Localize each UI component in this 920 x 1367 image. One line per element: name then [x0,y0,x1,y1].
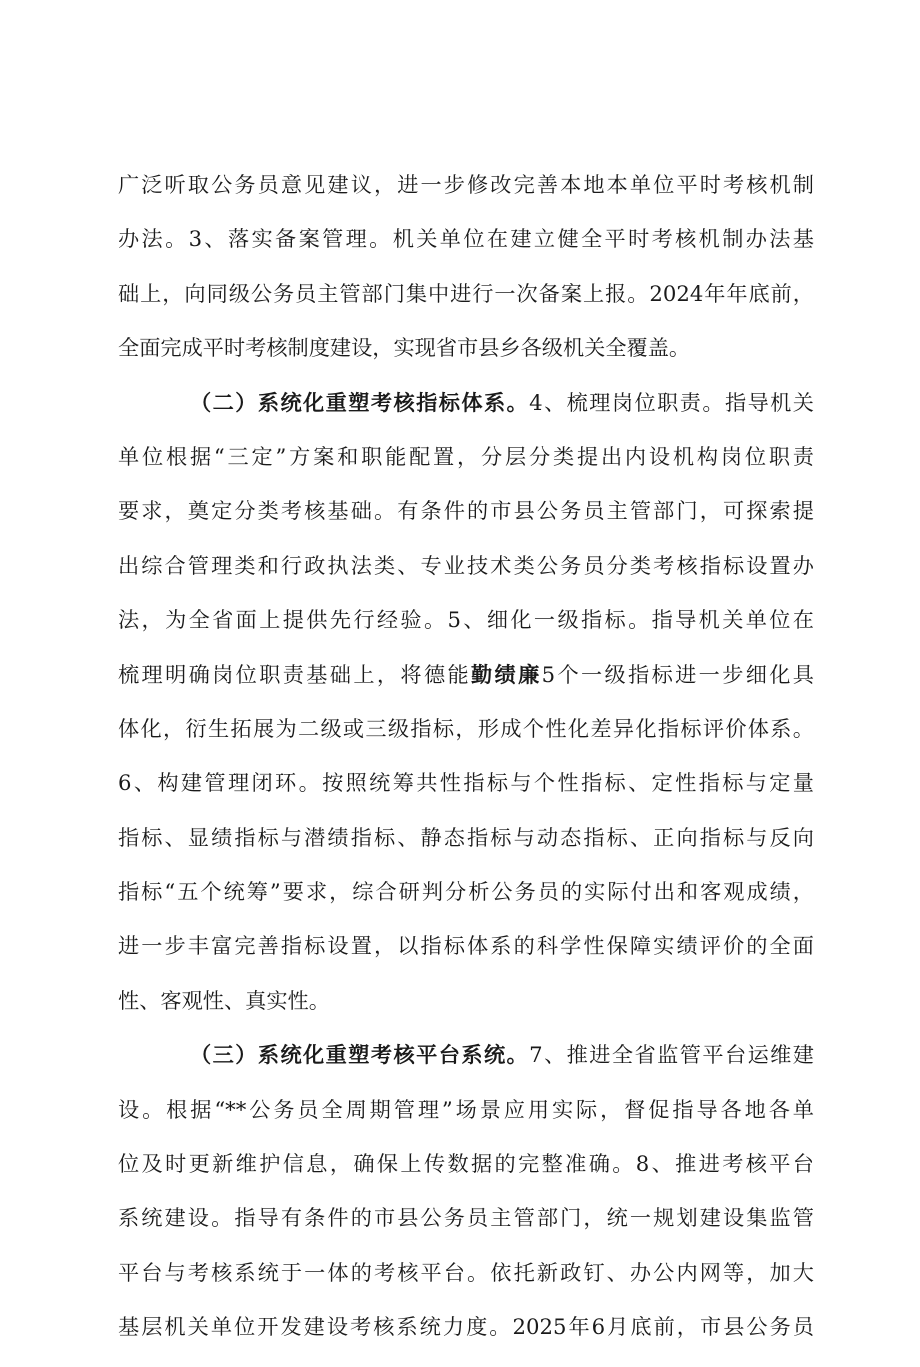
text-line [118,823,814,877]
text-span: 广泛听取公务员意见建议，进一步修改完善本地本单位平时考核机制 [118,172,814,197]
text-line [118,279,814,333]
text-span: 设。根据“**公务员全周期管理”场景应用实际，督促指导各地各单 [118,1096,814,1122]
text-span: 基层机关单位开发建设考核系统力度。2025年6月底前，市县公务员 [118,1314,814,1340]
section-heading: （二）系统化重塑考核指标体系。 [190,389,530,415]
text-span: 性、客观性、真实性。 [118,987,330,1013]
text-span: 单位根据“三定”方案和职能配置，分层分类提出内设机构岗位职责 [118,443,814,469]
bold-text: 勤绩廉 [471,661,542,687]
text-line [118,170,814,224]
text-line [118,1095,814,1149]
text-span: 位及时更新维护信息，确保上传数据的完整准确。8、推进考核平台 [118,1151,814,1177]
text-span: 出综合管理类和行政执法类、专业技术类公务员分类考核指标设置办 [118,552,814,578]
text-line [118,1312,814,1366]
text-span: 指标“五个统筹”要求，综合研判分析公务员的实际付出和客观成绩， [118,879,814,905]
text-line [118,333,814,387]
text-line [118,224,814,278]
text-span: 进一步丰富完善指标设置，以指标体系的科学性保障实绩评价的全面 [118,933,814,959]
text-span: 5个一级指标进一步细化具 [541,661,814,687]
text-line [118,877,814,931]
document-body [118,170,814,1367]
text-line [118,986,814,1040]
text-span: 体化，衍生拓展为二级或三级指标，形成个性化差异化指标评价体系。 [118,715,814,741]
text-span: 础上，向同级公务员主管部门集中进行一次备案上报。2024年年底前， [118,280,814,306]
text-line [118,660,814,714]
text-line [118,714,814,768]
text-line [118,388,814,442]
text-span: 4、梳理岗位职责。指导机关 [529,389,814,415]
text-span: 梳理明确岗位职责基础上，将德能 [118,661,472,687]
text-line [118,931,814,985]
text-line [118,768,814,822]
text-span: 指标、显绩指标与潜绩指标、静态指标与动态指标、正向指标与反向 [118,824,814,850]
text-line [118,1040,814,1094]
text-span: 平台与考核系统于一体的考核平台。依托新政钉、办公内网等，加大 [118,1259,814,1285]
text-line [118,1149,814,1203]
text-span: 法，为全省面上提供先行经验。5、细化一级指标。指导机关单位在 [118,607,814,633]
text-line [118,1258,814,1312]
text-span: 7、推进全省监管平台运维建 [529,1042,814,1068]
text-line [118,496,814,550]
text-span: 要求，奠定分类考核基础。有条件的市县公务员主管部门，可探索提 [118,498,814,524]
text-line [118,1203,814,1257]
text-span: 6、构建管理闭环。按照统筹共性指标与个性指标、定性指标与定量 [118,770,814,796]
text-span: 办法。3、落实备案管理。机关单位在建立健全平时考核机制办法基 [118,226,814,252]
text-line [118,551,814,605]
section-heading: （三）系统化重塑考核平台系统。 [190,1042,530,1068]
text-span: 全面完成平时考核制度建设，实现省市县乡各级机关全覆盖。 [118,335,691,361]
text-span: 系统建设。指导有条件的市县公务员主管部门，统一规划建设集监管 [118,1205,814,1231]
text-line [118,442,814,496]
text-line [118,605,814,659]
